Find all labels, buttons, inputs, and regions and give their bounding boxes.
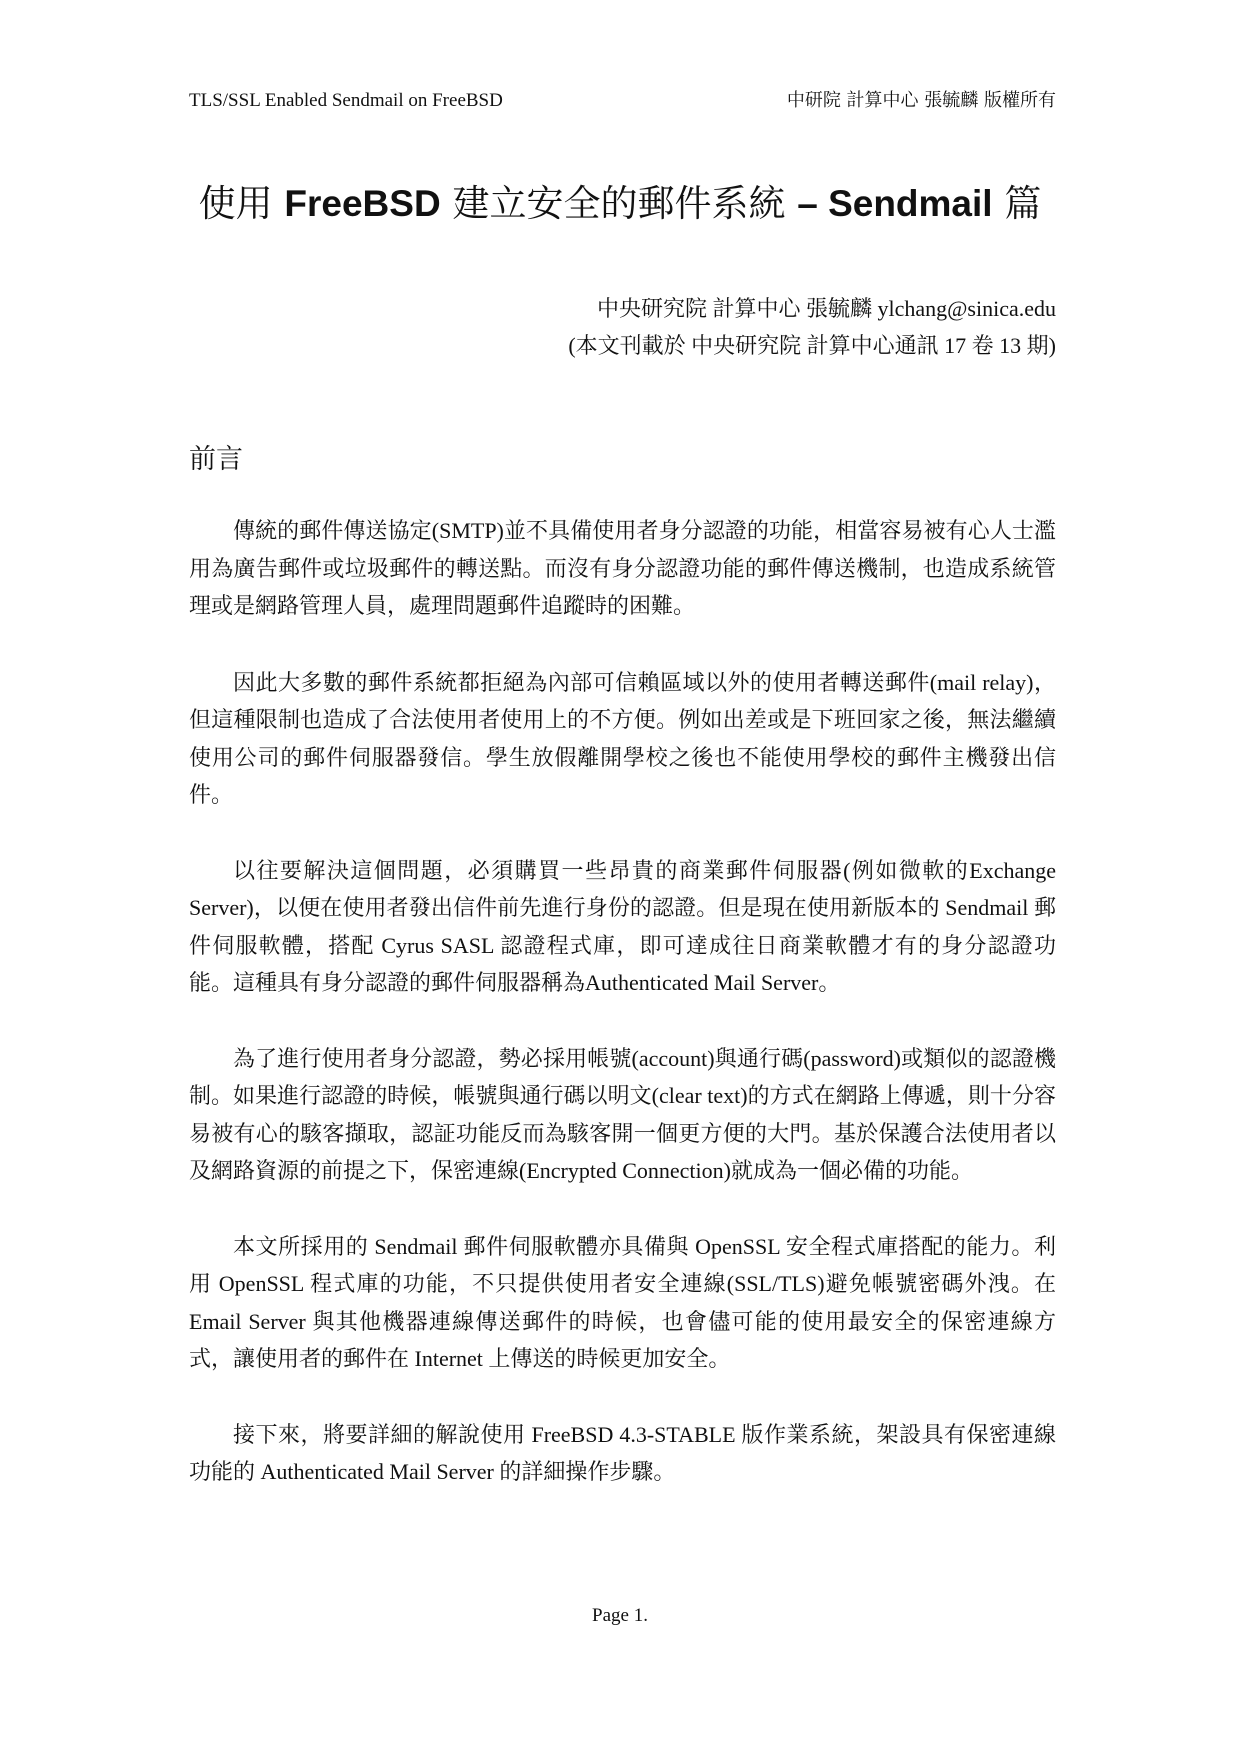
- page-number: Page 1.: [592, 1605, 648, 1626]
- paragraph: 本文所採用的 Sendmail 郵件伺服軟體亦具備與 OpenSSL 安全程式庫搭配的能力。利用 OpenSSL 程式庫的功能，不只提供使用者安全連線(SSL/TLS)避免帳號密碼外洩。在 Email Server 與其他機器連線傳送郵件的時候，也會儘可能的使用最安全的保密連線方式，讓使用者的郵件在 Internet 上傳送的時候更加安全。: [189, 1233, 1056, 1371]
- title-bold-freebsd: FreeBSD: [284, 183, 441, 224]
- paragraph: 傳統的郵件傳送協定(SMTP)並不具備使用者身分認證的功能，相當容易被有心人士濫用為廣告郵件或垃圾郵件的轉送點。而沒有身分認證功能的郵件傳送機制，也造成系統管理或是網路管理人員，處理問題郵件追蹤時的困難。: [189, 518, 1056, 618]
- paragraph: 因此大多數的郵件系統都拒絕為內部可信賴區域以外的使用者轉送郵件(mail relay)，但這種限制也造成了合法使用者使用上的不方便。例如出差或是下班回家之後，無法繼續使用公司的郵件伺服器發信。學生放假離開學校之後也不能使用學校的郵件主機發出信件。: [189, 669, 1056, 807]
- byline-author: 中央研究院 計算中心 張毓麟 ylchang@sinica.edu: [597, 296, 1056, 321]
- title-suffix: 篇: [1004, 182, 1042, 225]
- title-prefix: 使用: [198, 182, 273, 225]
- title-middle: 建立安全的郵件系統: [452, 182, 786, 225]
- paragraph: 接下來，將要詳細的解說使用 FreeBSD 4.3-STABLE 版作業系統，架設具有保密連線功能的 Authenticated Mail Server 的詳細操作步驟。: [189, 1421, 1056, 1484]
- document-title: [150, 178, 1090, 230]
- paragraph: 為了進行使用者身分認證，勢必採用帳號(account)與通行碼(password)或類似的認證機制。如果進行認證的時候，帳號與通行碼以明文(clear text)的方式在網路上傳遞，則十分容易被有心的駭客擷取，認証功能反而為駭客開一個更方便的大門。基於保護合法使用者以及網路資源的前提之下，保密連線(Encrypted Connection)就成為一個必備的功能。: [189, 1045, 1056, 1183]
- running-header: [189, 89, 1056, 113]
- header-left-text: TLS/SSL Enabled Sendmail on FreeBSD: [189, 90, 503, 111]
- title-bold-sendmail: – Sendmail: [797, 183, 993, 224]
- paragraph: 以往要解決這個問題，必須購買一些昂貴的商業郵件伺服器(例如微軟的Exchange Server)，以便在使用者發出信件前先進行身份的認證。但是現在使用新版本的 Sendmail 郵件伺服軟體，搭配 Cyrus SASL 認證程式庫，即可達成往日商業軟體才有的身分認證功能。這種具有身分認證的郵件伺服器稱為Authenticated Mail Server。: [189, 857, 1056, 995]
- byline-publication: (本文刊載於 中央研究院 計算中心通訊 17 卷 13 期): [568, 333, 1056, 358]
- author-byline: [568, 290, 1056, 364]
- section-heading: 前言: [189, 444, 243, 475]
- body-text: [189, 512, 1056, 1529]
- header-right-text: 中研院 計算中心 張毓麟 版權所有: [786, 90, 1056, 111]
